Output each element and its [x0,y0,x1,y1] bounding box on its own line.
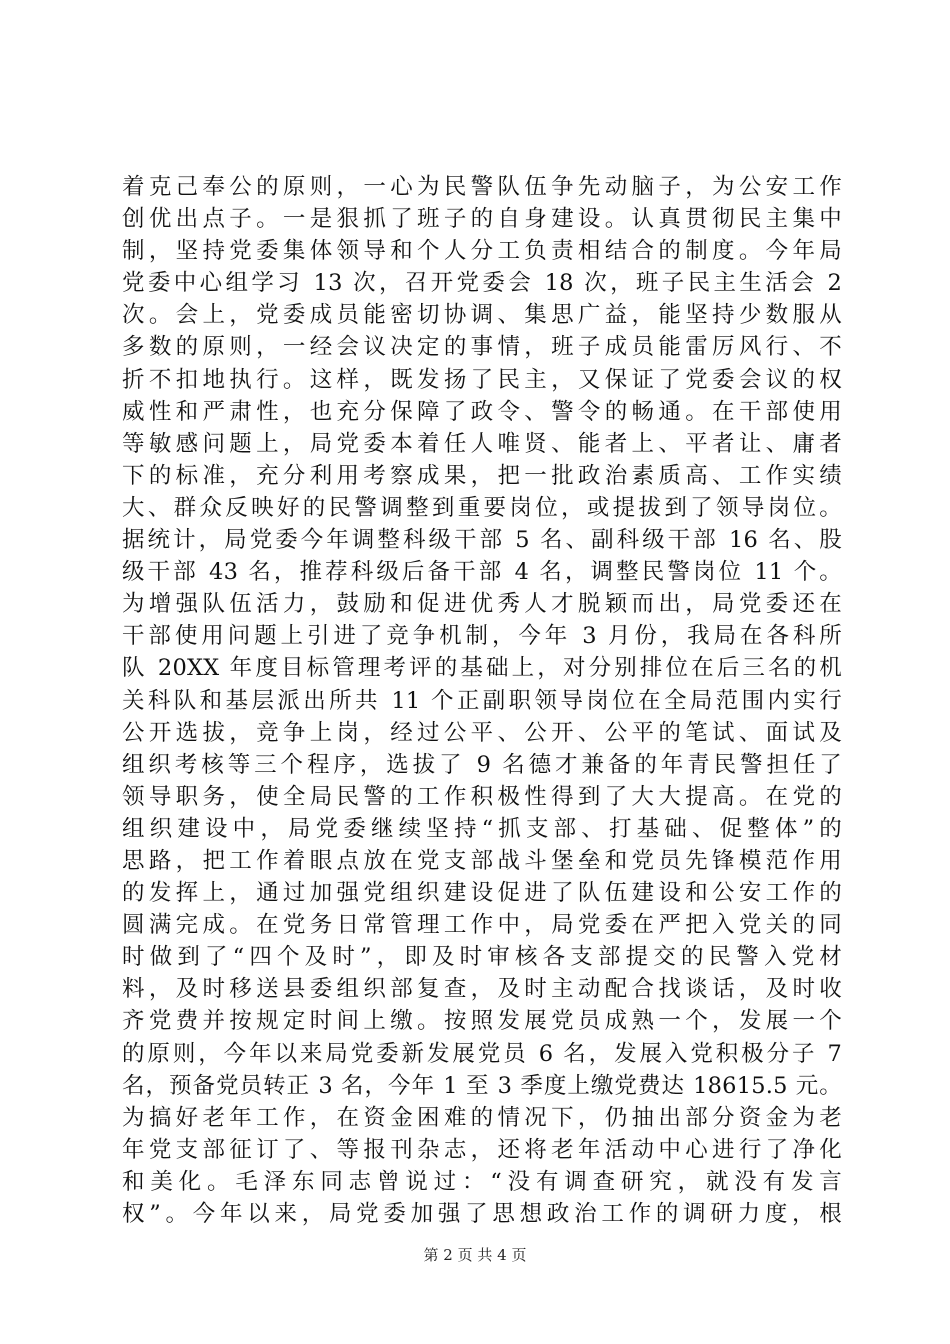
text-line: 威性和严肃性，也充分保障了政令、警令的畅通。在干部使用 [122,398,842,425]
text-line: 时做到了“四个及时”，即及时审核各支部提交的民警入党材 [122,944,842,971]
text-line: 创优出点子。一是狠抓了班子的自身建设。认真贯彻民主集中 [122,206,842,233]
text-line: 多数的原则，一经会议决定的事情，班子成员能雷厉风行、不 [122,334,842,361]
text-line: 领导职务，使全局民警的工作积极性得到了大大提高。在党的 [122,783,842,810]
text-line: 圆满完成。在党务日常管理工作中，局党委在严把入党关的同 [122,912,842,939]
text-line: 权”。今年以来，局党委加强了思想政治工作的调研力度，根 [122,1201,842,1227]
text-line: 的原则，今年以来局党委新发展党员 6 名，发展入党积极分子 7 [122,1040,842,1067]
text-line: 制，坚持党委集体领导和个人分工负责相结合的制度。今年局 [122,238,842,265]
text-line: 下的标准，充分利用考察成果，把一批政治素质高、工作实绩 [122,462,842,489]
text-line: 折不扣地执行。这样，既发扬了民主，又保证了党委会议的权 [122,366,842,393]
body-text [122,171,842,1230]
text-line: 思路，把工作着眼点放在党支部战斗堡垒和党员先锋模范作用 [122,847,842,874]
text-line: 等敏感问题上，局党委本着任人唯贤、能者上、平者让、庸者 [122,430,842,457]
text-line: 着克己奉公的原则，一心为民警队伍争先动脑子，为公安工作 [122,174,842,200]
text-line: 和美化。毛泽东同志曾说过：“没有调查研究，就没有发言 [122,1168,842,1195]
text-line: 关科队和基层派出所共 11 个正副职领导岗位在全局范围内实行 [122,687,842,714]
text-line: 干部使用问题上引进了竞争机制，今年 3 月份，我局在各科所 [122,623,842,650]
text-line: 组织建设中，局党委继续坚持“抓支部、打基础、促整体”的 [122,815,842,842]
text-line: 料，及时移送县委组织部复查，及时主动配合找谈话，及时收 [122,976,842,1003]
text-line: 的发挥上，通过加强党组织建设促进了队伍建设和公安工作的 [122,880,842,907]
text-line: 党委中心组学习 13 次，召开党委会 18 次，班子民主生活会 2 [122,270,842,297]
text-line: 齐党费并按规定时间上缴。按照发展党员成熟一个，发展一个 [122,1008,842,1035]
text-line: 大、群众反映好的民警调整到重要岗位，或提拔到了领导岗位。 [122,494,842,521]
text-line: 次。会上，党委成员能密切协调、集思广益，能坚持少数服从 [122,302,842,329]
text-line: 据统计，局党委今年调整科级干部 5 名、副科级干部 16 名、股 [122,527,842,554]
page-footer: 第 2 页 共 4 页 [423,1246,527,1264]
text-line: 队 20XX 年度目标管理考评的基础上，对分别排位在后三名的机 [122,655,842,682]
text-line: 为增强队伍活力，鼓励和促进优秀人才脱颖而出，局党委还在 [122,591,842,618]
text-line: 公开选拔，竞争上岗，经过公平、公开、公平的笔试、面试及 [122,719,842,746]
text-line: 级干部 43 名，推荐科级后备干部 4 名，调整民警岗位 11 个。 [122,559,842,586]
text-line: 为搞好老年工作，在资金困难的情况下，仍抽出部分资金为老 [122,1104,842,1131]
text-line: 名，预备党员转正 3 名，今年 1 至 3 季度上缴党费达 18615.5 元。 [122,1072,842,1099]
text-line: 年党支部征订了、等报刊杂志，还将老年活动中心进行了净化 [122,1136,842,1163]
text-line: 组织考核等三个程序，选拔了 9 名德才兼备的年青民警担任了 [122,751,842,778]
